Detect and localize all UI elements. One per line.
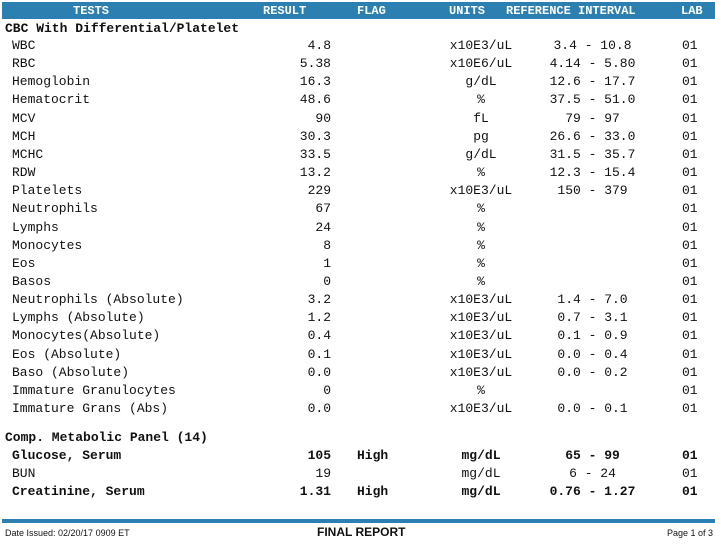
test-lab: 01 (682, 401, 698, 416)
test-result: 90 (315, 110, 331, 126)
column-header-result: RESULT (263, 4, 307, 18)
test-name: Immature Granulocytes (12, 382, 176, 398)
report-status: FINAL REPORT (317, 525, 406, 539)
test-name: Platelets (12, 183, 83, 199)
test-name: Immature Grans (Abs) (12, 401, 169, 416)
test-lab: 01 (682, 237, 698, 253)
test-name: Lymphs (12, 219, 59, 235)
column-header-reference-interval: REFERENCE INTERVAL (506, 4, 636, 18)
column-header-lab: LAB (681, 4, 703, 18)
test-name: RDW (12, 165, 36, 181)
test-reference-interval: 65 - 99 (565, 448, 620, 463)
test-name: Eos (12, 255, 36, 271)
test-units: % (477, 92, 485, 108)
test-name: RBC (12, 56, 36, 72)
test-result: 19 (315, 466, 331, 482)
test-units: x10E3/uL (449, 401, 513, 416)
test-name: Baso (Absolute) (12, 364, 130, 380)
test-result: 1.31 (299, 484, 331, 500)
test-units: x10E3/uL (449, 183, 513, 199)
test-result: 48.6 (299, 92, 331, 108)
test-result: 24 (315, 219, 331, 235)
test-name: Hematocrit (12, 92, 91, 108)
test-result: 105 (307, 448, 331, 463)
test-result: 3.2 (307, 292, 331, 308)
test-reference-interval: 37.5 - 51.0 (549, 92, 636, 108)
test-units: x10E3/uL (449, 328, 513, 344)
test-reference-interval: 12.3 - 15.4 (549, 165, 636, 181)
test-row (0, 146, 715, 164)
test-lab: 01 (682, 328, 698, 344)
test-result: 0.0 (307, 401, 331, 416)
test-units: g/dL (465, 74, 497, 90)
test-row (0, 291, 715, 309)
test-row (0, 447, 715, 465)
test-row (0, 73, 715, 91)
test-lab: 01 (682, 219, 698, 235)
test-reference-interval: 0.0 - 0.2 (557, 364, 628, 380)
test-lab: 01 (682, 255, 698, 271)
test-result: 30.3 (299, 128, 331, 144)
test-result: 0 (323, 273, 331, 289)
test-reference-interval: 0.1 - 0.9 (557, 328, 628, 344)
test-row (0, 273, 715, 291)
test-name: Glucose, Serum (12, 448, 122, 463)
test-units: g/dL (465, 146, 497, 162)
column-header-bar (2, 2, 715, 19)
test-units: x10E3/uL (449, 346, 513, 362)
test-row (0, 382, 715, 400)
test-units: mg/dL (461, 484, 501, 500)
test-row (0, 200, 715, 218)
test-reference-interval: 0.7 - 3.1 (557, 310, 628, 326)
test-row (0, 364, 715, 382)
test-lab: 01 (682, 292, 698, 308)
test-row (0, 483, 715, 501)
test-row (0, 91, 715, 109)
test-result: 1.2 (307, 310, 331, 326)
test-units: % (477, 255, 485, 271)
test-lab: 01 (682, 146, 698, 162)
test-reference-interval: 6 - 24 (569, 466, 616, 482)
test-units: % (477, 273, 485, 289)
test-row (0, 237, 715, 255)
test-name: MCHC (12, 146, 44, 162)
test-reference-interval: 26.6 - 33.0 (549, 128, 636, 144)
test-units: % (477, 382, 485, 398)
test-lab: 01 (682, 92, 698, 108)
test-row (0, 37, 715, 55)
test-row (0, 255, 715, 273)
test-units: % (477, 201, 485, 217)
test-result: 0.1 (307, 346, 331, 362)
test-lab: 01 (682, 466, 698, 482)
test-lab: 01 (682, 364, 698, 380)
test-units: mg/dL (461, 448, 501, 463)
test-reference-interval: 1.4 - 7.0 (557, 292, 628, 308)
test-name: Monocytes(Absolute) (12, 328, 161, 344)
test-lab: 01 (682, 273, 698, 289)
section-title: Comp. Metabolic Panel (14) (5, 430, 208, 445)
test-row (0, 465, 715, 483)
test-lab: 01 (682, 74, 698, 90)
test-row (0, 128, 715, 146)
test-reference-interval: 3.4 - 10.8 (553, 38, 632, 53)
test-name: Basos (12, 273, 52, 289)
test-row (0, 346, 715, 364)
test-lab: 01 (682, 183, 698, 199)
test-result: 67 (315, 201, 331, 217)
test-flag: High (357, 448, 389, 463)
test-result: 0 (323, 382, 331, 398)
page-number: Page 1 of 3 (666, 528, 713, 538)
test-units: x10E3/uL (449, 38, 513, 53)
section-title: CBC With Differential/Platelet (5, 21, 240, 36)
test-name: Neutrophils (12, 201, 98, 217)
test-reference-interval: 12.6 - 17.7 (549, 74, 636, 90)
test-lab: 01 (682, 448, 698, 463)
test-row (0, 110, 715, 128)
test-name: Lymphs (Absolute) (12, 310, 145, 326)
test-reference-interval: 150 - 379 (557, 183, 628, 199)
test-reference-interval: 0.0 - 0.4 (557, 346, 628, 362)
column-header-flag: FLAG (357, 4, 386, 18)
test-units: % (477, 219, 485, 235)
test-result: 5.38 (299, 56, 331, 72)
test-reference-interval: 4.14 - 5.80 (549, 56, 636, 72)
test-row (0, 55, 715, 73)
test-row (0, 164, 715, 182)
test-lab: 01 (682, 128, 698, 144)
test-name: WBC (12, 38, 36, 53)
test-units: fL (473, 110, 489, 126)
test-name: BUN (12, 466, 36, 482)
test-row (0, 219, 715, 237)
column-header-tests: TESTS (73, 4, 110, 18)
test-reference-interval: 0.76 - 1.27 (549, 484, 636, 500)
test-result: 8 (323, 237, 331, 253)
test-reference-interval: 31.5 - 35.7 (549, 146, 636, 162)
date-issued: Date Issued: 02/20/17 0909 ET (5, 528, 130, 538)
test-result: 229 (307, 183, 331, 199)
test-name: MCV (12, 110, 36, 126)
test-units: mg/dL (461, 466, 501, 482)
test-name: Eos (Absolute) (12, 346, 122, 362)
test-lab: 01 (682, 310, 698, 326)
test-flag: High (357, 484, 389, 500)
test-row (0, 327, 715, 345)
test-lab: 01 (682, 38, 698, 53)
test-lab: 01 (682, 346, 698, 362)
test-units: x10E3/uL (449, 364, 513, 380)
test-lab: 01 (682, 56, 698, 72)
test-lab: 01 (682, 484, 698, 500)
test-name: Creatinine, Serum (12, 484, 145, 500)
test-name: MCH (12, 128, 36, 144)
test-result: 4.8 (307, 38, 331, 53)
test-units: x10E6/uL (449, 56, 513, 72)
test-units: x10E3/uL (449, 310, 513, 326)
test-row (0, 182, 715, 200)
test-result: 0.0 (307, 364, 331, 380)
test-units: % (477, 165, 485, 181)
test-units: x10E3/uL (449, 292, 513, 308)
column-header-units: UNITS (449, 4, 486, 18)
test-result: 13.2 (299, 165, 331, 181)
test-name: Hemoglobin (12, 74, 91, 90)
test-result: 16.3 (299, 74, 331, 90)
test-lab: 01 (682, 201, 698, 217)
test-row (0, 309, 715, 327)
test-lab: 01 (682, 382, 698, 398)
test-units: pg (473, 128, 489, 144)
test-units: % (477, 237, 485, 253)
test-name: Neutrophils (Absolute) (12, 292, 184, 308)
test-reference-interval: 0.0 - 0.1 (557, 401, 628, 416)
test-result: 0.4 (307, 328, 331, 344)
test-reference-interval: 79 - 97 (565, 110, 620, 126)
test-result: 1 (323, 255, 331, 271)
test-lab: 01 (682, 165, 698, 181)
test-row (0, 400, 715, 418)
test-lab: 01 (682, 110, 698, 126)
footer-divider (2, 519, 715, 523)
test-result: 33.5 (299, 146, 331, 162)
test-name: Monocytes (12, 237, 83, 253)
